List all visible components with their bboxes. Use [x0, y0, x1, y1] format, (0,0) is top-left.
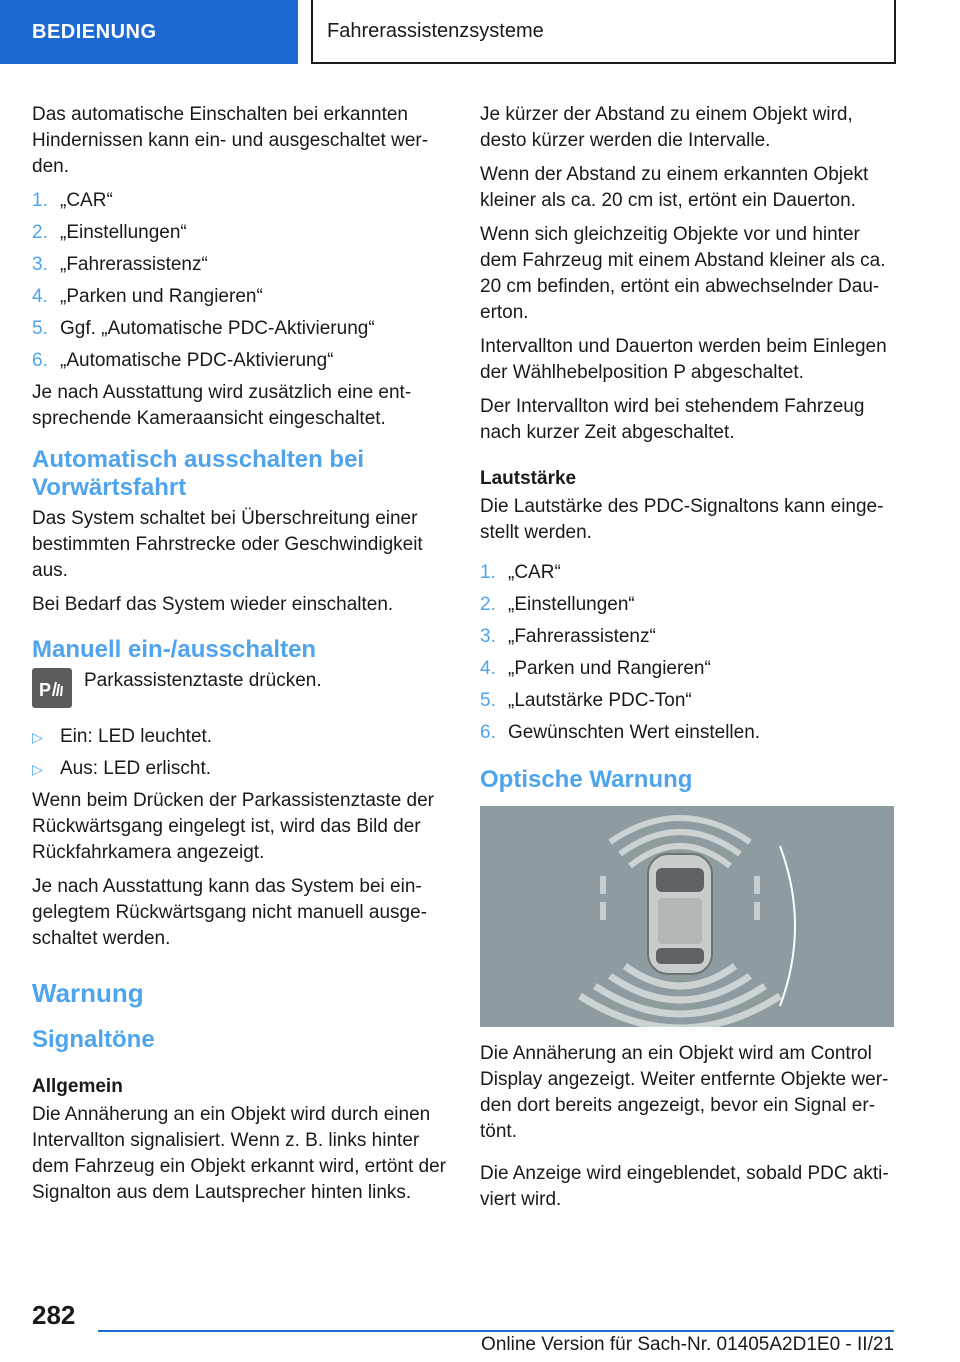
step-number: 6. — [480, 722, 496, 743]
list-item — [480, 560, 894, 586]
heading-optical-warning: Optische Warnung — [480, 766, 693, 793]
left-column — [32, 102, 446, 1214]
chapter-title: Fahrerassistenzsysteme — [311, 0, 896, 64]
list-item — [32, 348, 446, 374]
step-text: „CAR“ — [60, 190, 113, 211]
footer-online-version: Online Version für Sach-Nr. 01405A2D1E0 - II/21 — [481, 1334, 894, 1355]
heading-volume: Lautstärke — [480, 468, 577, 489]
camera-note: Je nach Ausstattung wird zusätzlich eine entsprechende Kameraansicht eingeschaltet. — [32, 382, 412, 429]
step-text: „Automatische PDC-Aktivierung“ — [60, 350, 334, 371]
right-paragraph-3: Wenn sich gleichzeitig Objekte vor und hinter dem Fahrzeug mit einem Abstand kleiner als ca. 20 cm befinden, ertönt ein abwechselnder Dauerton. — [480, 224, 886, 323]
list-item — [32, 252, 446, 278]
button-instruction-text: Parkassistenztaste drücken. — [84, 670, 322, 691]
step-text: „CAR“ — [508, 562, 561, 583]
step-text: „Fahrerassistenz“ — [508, 626, 656, 647]
step-text: „Lautstärke PDC-Ton“ — [508, 690, 692, 711]
general-paragraph: Die Annäherung an ein Objekt wird durch einen Intervallton signalisiert. Wenn z. B. links hinter dem Fahrzeug ein Objekt erkannt wird, ertönt der Signalton aus dem Lautsprecher hinten links. — [32, 1104, 446, 1203]
button-instruction — [32, 668, 446, 708]
right-paragraph-2: Wenn der Abstand zu einem erkannten Objekt kleiner als ca. 20 cm ist, ertönt ein Dauerton. — [480, 164, 869, 211]
step-text: „Fahrerassistenz“ — [60, 254, 208, 275]
svg-text:P: P — [39, 680, 52, 700]
led-bullets — [32, 724, 446, 782]
right-paragraph-4: Intervallton und Dauerton werden beim Einlegen der Wählhebelposition P abgeschaltet. — [480, 336, 887, 383]
step-number: 1. — [32, 190, 48, 211]
step-text: „Einstellungen“ — [508, 594, 635, 615]
heading-signal: Signaltöne — [32, 1026, 155, 1053]
list-item — [32, 188, 446, 214]
manual-paragraph-1: Wenn beim Drücken der Parkassistenztaste der Rückwärtsgang eingelegt ist, wird das Bild der Rückfahrkamera angezeigt. — [32, 790, 434, 863]
list-item — [32, 756, 446, 782]
heading-manual: Manuell ein-/ausschalten — [32, 636, 317, 663]
pdc-display-image — [480, 806, 894, 1027]
right-paragraph-1: Je kürzer der Abstand zu einem Objekt wird, desto kürzer werden die Intervalle. — [480, 104, 853, 151]
step-number: 3. — [480, 626, 496, 647]
right-paragraph-5: Der Intervallton wird bei stehendem Fahrzeug nach kurzer Zeit abgeschaltet. — [480, 396, 865, 443]
list-item — [480, 656, 894, 682]
volume-paragraph: Die Lautstärke des PDC-Signaltons kann eingestellt werden. — [480, 496, 884, 543]
step-text: Gewünschten Wert einstellen. — [508, 722, 761, 743]
step-number: 1. — [480, 562, 496, 583]
car-top-view-illustration — [480, 806, 894, 1027]
list-item — [32, 316, 446, 342]
heading-auto-off: Automatisch ausschalten bei Vorwärtsfahrt — [32, 446, 365, 501]
footer-divider — [98, 1330, 894, 1332]
list-item — [32, 284, 446, 310]
auto-off-paragraph: Das System schaltet bei Überschreitung einer bestimmten Fahrstrecke oder Geschwindigkeit aus. — [32, 508, 423, 581]
step-text: Ggf. „Automatische PDC-Aktivierung“ — [60, 318, 375, 339]
step-text: „Parken und Rangieren“ — [60, 286, 263, 307]
activation-steps — [32, 188, 446, 374]
intro-paragraph: Das automatische Einschalten bei erkannten Hindernissen kann ein- und ausgeschaltet werden. — [32, 104, 429, 177]
list-item — [480, 688, 894, 714]
volume-steps — [480, 560, 894, 746]
bullet-text: Ein: LED leuchtet. — [60, 726, 213, 747]
triangle-bullet-icon: ▷ — [32, 729, 43, 745]
step-text: „Einstellungen“ — [60, 222, 187, 243]
list-item — [480, 720, 894, 746]
page-number: 282 — [32, 1300, 76, 1330]
triangle-bullet-icon: ▷ — [32, 761, 43, 777]
right-column — [480, 102, 894, 1221]
step-number: 5. — [480, 690, 496, 711]
figure-caption-2: Die Anzeige wird eingeblendet, sobald PDC aktiviert wird. — [480, 1163, 889, 1210]
step-number: 5. — [32, 318, 48, 339]
step-number: 2. — [32, 222, 48, 243]
auto-off-reenable: Bei Bedarf das System wieder einschalten. — [32, 594, 394, 615]
list-item — [480, 592, 894, 618]
park-assist-button-icon — [32, 668, 72, 708]
step-number: 6. — [32, 350, 48, 371]
step-text: „Parken und Rangieren“ — [508, 658, 711, 679]
bullet-text: Aus: LED erlischt. — [60, 758, 211, 779]
step-number: 4. — [480, 658, 496, 679]
step-number: 3. — [32, 254, 48, 275]
heading-warning: Warnung — [32, 978, 144, 1008]
step-number: 4. — [32, 286, 48, 307]
heading-general: Allgemein — [32, 1076, 123, 1097]
list-item — [480, 624, 894, 650]
list-item — [32, 724, 446, 750]
section-tab: BEDIENUNG — [0, 0, 298, 64]
step-number: 2. — [480, 594, 496, 615]
figure-caption-1: Die Annäherung an ein Objekt wird am Control Display angezeigt. Weiter entfernte Objekte werden dort bereits angezeigt, bevor ein Signal ertönt. — [480, 1043, 889, 1142]
manual-paragraph-2: Je nach Ausstattung kann das System bei eingelegtem Rückwärtsgang nicht manuell ausgeschaltet werden. — [32, 876, 427, 949]
list-item — [32, 220, 446, 246]
